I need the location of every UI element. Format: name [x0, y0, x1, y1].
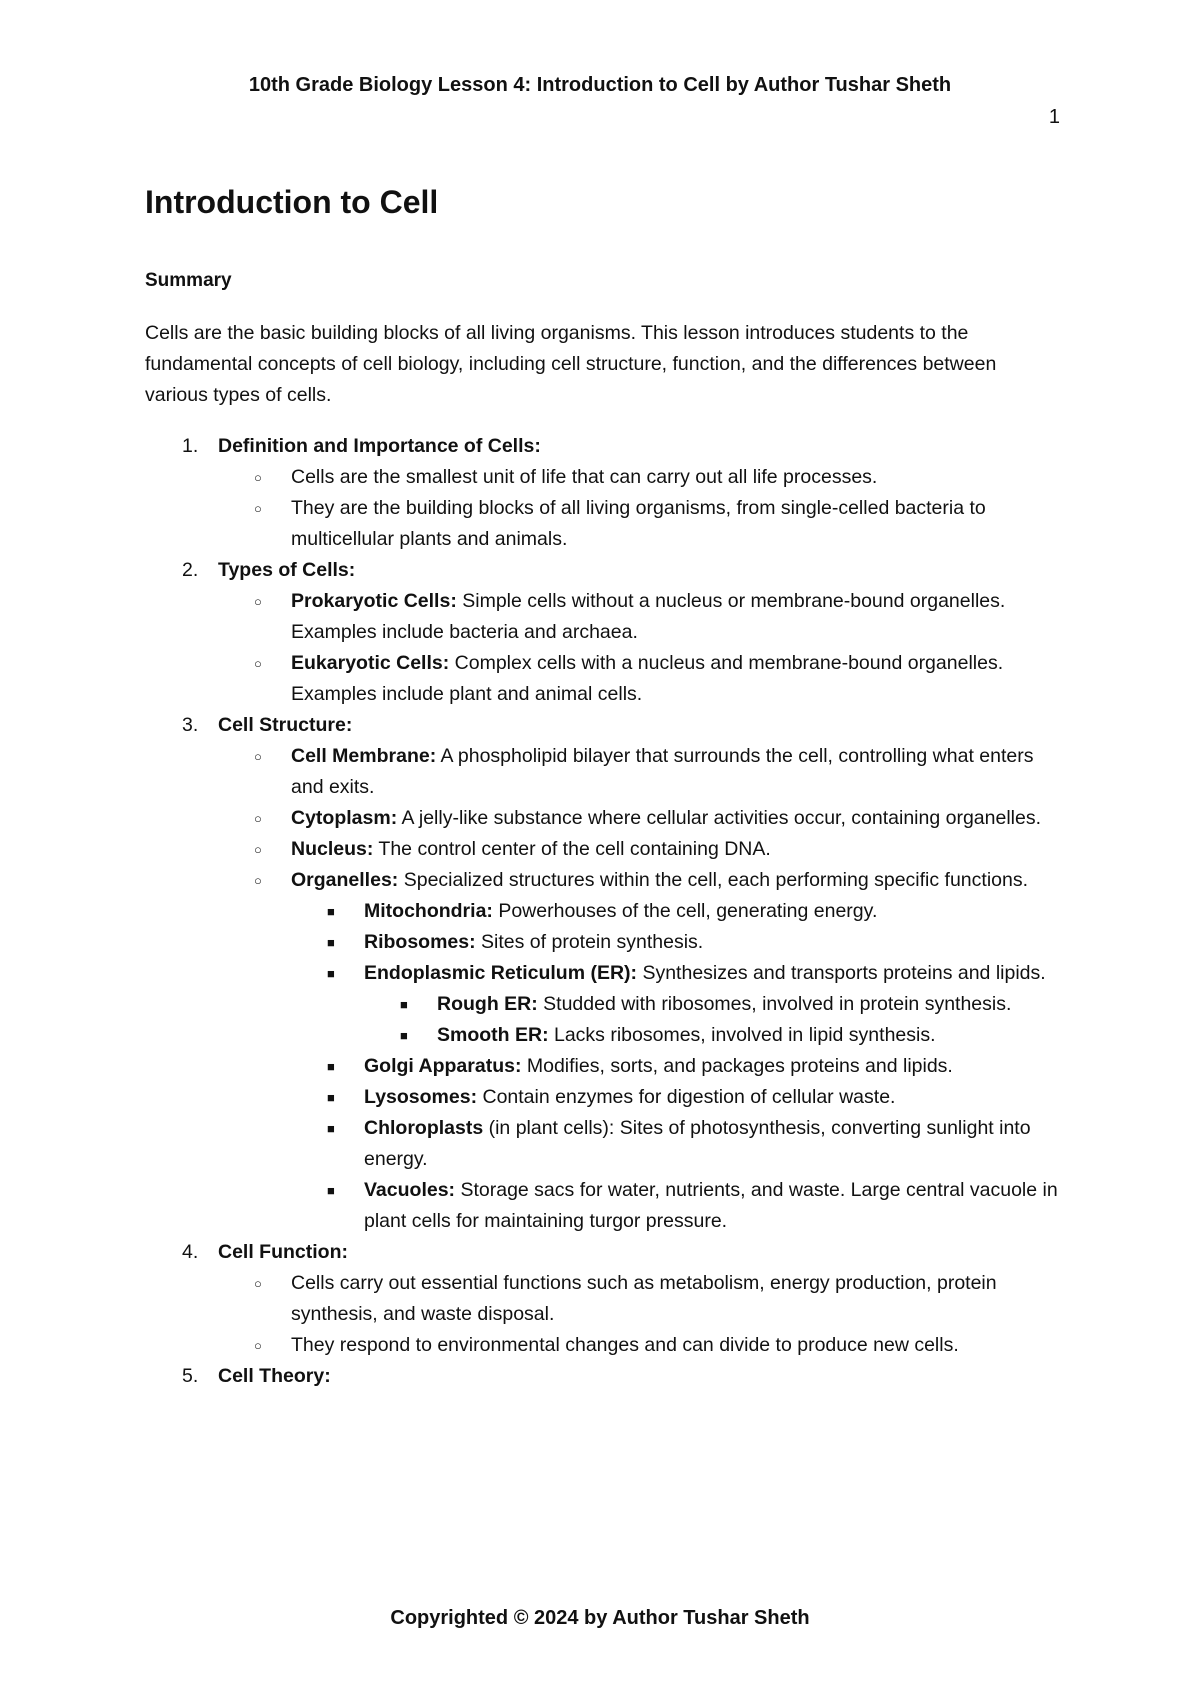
sub-sub-list-item: [364, 989, 1065, 1020]
summary-heading: Summary: [145, 270, 232, 291]
sub-list-item: [291, 1082, 1065, 1113]
list-item-text: Modifies, sorts, and packages proteins and lipids.: [521, 1055, 953, 1077]
list-item-text: Storage sacs for water, nutrients, and waste. Large central vacuole in plant cells for maintaining turgor pressure.: [364, 1179, 1058, 1232]
list-item-text: Powerhouses of the cell, generating energy.: [492, 900, 878, 922]
square-bullet-icon: ■: [400, 997, 408, 1012]
square-bullet-icon: ■: [400, 1028, 408, 1043]
list-item-term: Ribosomes:: [364, 931, 476, 953]
list-item: [218, 586, 1065, 648]
list-item-text: Contain enzymes for digestion of cellular waste.: [477, 1086, 896, 1108]
hollow-bullet-icon: ○: [254, 656, 262, 671]
list-item: [218, 1330, 1065, 1361]
sub-list-item: [291, 1051, 1065, 1082]
outline-item-function: [145, 1237, 1065, 1361]
list-number: 5.: [182, 1365, 199, 1387]
list-item-term: Cytoplasm:: [291, 807, 398, 829]
square-bullet-icon: ■: [327, 1090, 335, 1105]
list-heading: Cell Theory:: [218, 1365, 331, 1387]
list-item-text: Complex cells with a nucleus and membrane-bound organelles. Examples include plant and animal cells.: [291, 652, 1004, 705]
sub-list-item: [291, 1175, 1065, 1237]
list-item-term: Vacuoles:: [364, 1179, 456, 1201]
hollow-bullet-icon: ○: [254, 1338, 262, 1353]
square-bullet-icon: ■: [327, 966, 335, 981]
hollow-bullet-icon: ○: [254, 594, 262, 609]
intro-paragraph: Cells are the basic building blocks of all living organisms. This lesson introduces students to the fundamental concepts of cell biology, including cell structure, function, and the differences between various types of cells.: [145, 322, 997, 406]
list-item-term: Mitochondria:: [364, 900, 493, 922]
list-item-text: Cells are the smallest unit of life that can carry out all life processes.: [291, 466, 878, 488]
list-item-text: Lacks ribosomes, involved in lipid synthesis.: [548, 1024, 936, 1046]
list-item-term: Smooth ER:: [437, 1024, 549, 1046]
hollow-bullet-icon: ○: [254, 842, 262, 857]
list-item-text: They respond to environmental changes and can divide to produce new cells.: [291, 1334, 959, 1356]
sub-list-item: [291, 927, 1065, 958]
hollow-bullet-icon: ○: [254, 1276, 262, 1291]
hollow-bullet-icon: ○: [254, 873, 262, 888]
list-item-term: Golgi Apparatus:: [364, 1055, 522, 1077]
page-footer: Copyrighted © 2024 by Author Tushar Sheth: [390, 1607, 810, 1629]
document-body: [145, 180, 1065, 1392]
list-item: [218, 834, 1065, 865]
list-item: [218, 803, 1065, 834]
list-item-text: Specialized structures within the cell, each performing specific functions.: [398, 869, 1029, 891]
list-item-term: Organelles:: [291, 869, 399, 891]
list-item-text: Cells carry out essential functions such as metabolism, energy production, protein synthesis, and waste disposal.: [291, 1272, 997, 1325]
list-heading: Cell Function:: [218, 1241, 348, 1263]
list-item-term: Rough ER:: [437, 993, 538, 1015]
square-bullet-icon: ■: [327, 904, 335, 919]
hollow-bullet-icon: ○: [254, 811, 262, 826]
sub-list-item: [291, 958, 1065, 1051]
list-item: [218, 1268, 1065, 1330]
hollow-bullet-icon: ○: [254, 470, 262, 485]
page-number: 1: [1048, 106, 1060, 128]
list-item-text: Synthesizes and transports proteins and lipids.: [637, 962, 1046, 984]
list-number: 3.: [182, 714, 199, 736]
list-item-text: Simple cells without a nucleus or membrane-bound organelles. Examples include bacteria and archaea.: [291, 590, 1006, 643]
document-title: Introduction to Cell: [145, 184, 439, 220]
square-bullet-icon: ■: [327, 1183, 335, 1198]
list-heading: Cell Structure:: [218, 714, 353, 736]
hollow-bullet-icon: ○: [254, 501, 262, 516]
list-item: [218, 493, 1065, 555]
list-item-term: Nucleus:: [291, 838, 374, 860]
list-item-term: Chloroplasts: [364, 1117, 484, 1139]
list-item-term: Eukaryotic Cells:: [291, 652, 450, 674]
square-bullet-icon: ■: [327, 1059, 335, 1074]
outline-item-definition: [145, 431, 1065, 555]
list-heading: Definition and Importance of Cells:: [218, 435, 541, 457]
sub-list-item: [291, 1113, 1065, 1175]
page-header: 10th Grade Biology Lesson 4: Introduction to Cell by Author Tushar Sheth: [248, 74, 952, 96]
list-item: [218, 865, 1065, 1237]
outline-item-types: [145, 555, 1065, 710]
lesson-outline: [145, 431, 1065, 1392]
list-item: [218, 462, 1065, 493]
list-item-text: The control center of the cell containing DNA.: [373, 838, 771, 860]
list-item: [218, 741, 1065, 803]
list-item-text: A jelly-like substance where cellular activities occur, containing organelles.: [397, 807, 1042, 829]
list-item-term: Cell Membrane:: [291, 745, 437, 767]
outline-item-cell-theory: [145, 1361, 1065, 1392]
hollow-bullet-icon: ○: [254, 749, 262, 764]
list-item-term: Endoplasmic Reticulum (ER):: [364, 962, 638, 984]
list-number: 2.: [182, 559, 199, 581]
list-heading: Types of Cells:: [218, 559, 356, 581]
list-item-text: They are the building blocks of all living organisms, from single-celled bacteria to multicellular plants and animals.: [291, 497, 986, 550]
square-bullet-icon: ■: [327, 1121, 335, 1136]
list-item: [218, 648, 1065, 710]
list-item-text: A phospholipid bilayer that surrounds the cell, controlling what enters and exits.: [291, 745, 1034, 798]
list-item-term: Lysosomes:: [364, 1086, 478, 1108]
square-bullet-icon: ■: [327, 935, 335, 950]
list-number: 4.: [182, 1241, 199, 1263]
outline-item-structure: [145, 710, 1065, 1237]
sub-list-item: [291, 896, 1065, 927]
list-item-text: (in plant cells): Sites of photosynthesis, converting sunlight into energy.: [364, 1117, 1031, 1170]
list-item-term: Prokaryotic Cells:: [291, 590, 457, 612]
list-item-text: Studded with ribosomes, involved in protein synthesis.: [537, 993, 1012, 1015]
list-number: 1.: [182, 435, 199, 457]
sub-sub-list-item: [364, 1020, 1065, 1051]
list-item-text: Sites of protein synthesis.: [475, 931, 704, 953]
